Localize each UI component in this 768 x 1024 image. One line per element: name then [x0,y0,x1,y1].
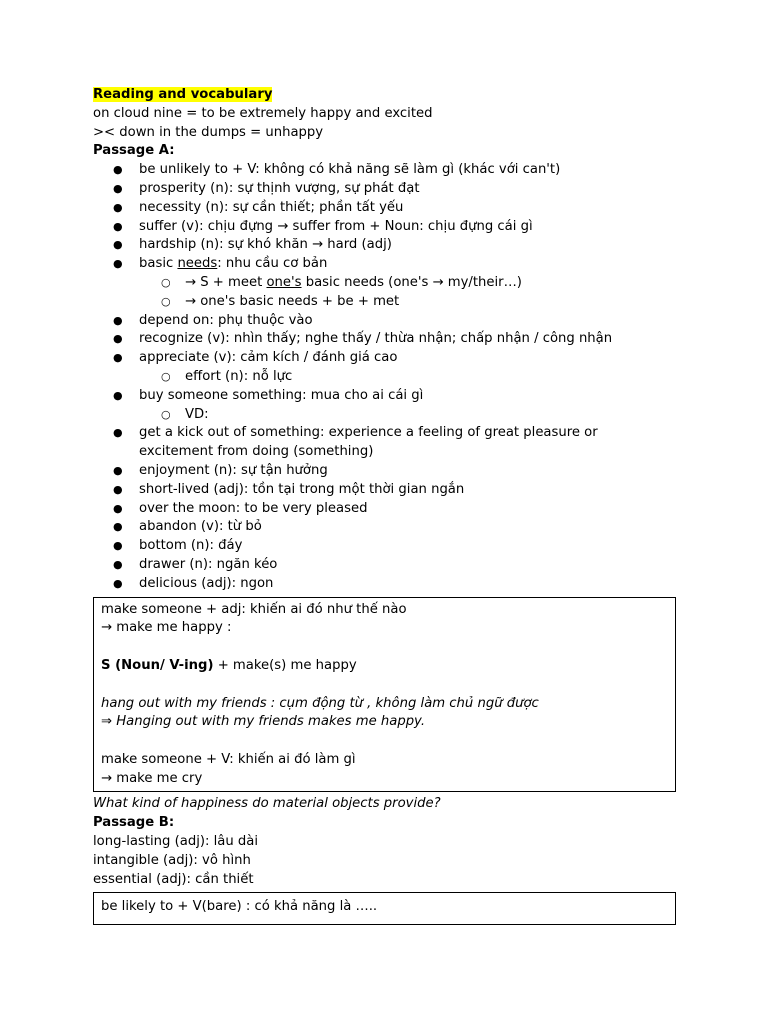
bullet-icon: ● [113,426,123,440]
sub-list-item: ○ → S + meet one's basic needs (one's → my/their…) [93,274,678,293]
note-line: → make me happy : [101,620,232,636]
bullet-icon: ● [113,200,123,214]
grammar-note-box [93,597,676,793]
bullet-icon: ● [113,351,123,365]
list-item: ● delicious (adj): ngon [93,575,678,594]
list-item-continuation: excitement from doing (something) [139,444,374,460]
note-line: hang out with my friends : cụm động từ , không làm chủ ngữ được [101,695,539,711]
circle-bullet-icon: ○ [161,294,171,308]
bullet-icon: ● [113,388,123,402]
note-line: ⇒ Hanging out with my friends makes me happy. [101,714,426,730]
intro-line: >< down in the dumps = unhappy [93,124,324,140]
list-item: ● appreciate (v): cảm kích / đánh giá cao [93,349,678,368]
bullet-icon: ● [113,482,123,496]
passage-b-title: Passage B: [93,815,175,831]
list-item: ● over the moon: to be very pleased [93,500,678,519]
list-item: ● suffer (v): chịu đựng → suffer from + Noun: chịu đựng cái gì [93,218,678,237]
sub-list-item: ○ effort (n): nỗ lực [93,368,678,387]
note-line: → make me cry [101,770,203,786]
bullet-icon: ● [113,557,123,571]
document-page [93,86,678,928]
note-line: make someone + adj: khiến ai đó như thế nào [101,601,407,617]
bullet-icon: ● [113,257,123,271]
note-line: be likely to + V(bare) : có khả năng là ….. [101,899,378,915]
passage-a-title: Passage A: [93,143,175,159]
list-item: ● short-lived (adj): tồn tại trong một thời gian ngắn [93,481,678,500]
vocab-line: essential (adj): cần thiết [93,871,254,887]
bullet-icon: ● [113,181,123,195]
list-item: ● basic needs: nhu cầu cơ bản [93,255,678,274]
list-item: ● depend on: phụ thuộc vào [93,312,678,331]
blank-line [101,676,668,695]
question-line: What kind of happiness do material objects provide? [93,796,441,812]
bullet-icon: ● [113,313,123,327]
circle-bullet-icon: ○ [161,369,171,383]
blank-line [101,732,668,751]
vocab-line: intangible (adj): vô hình [93,852,251,868]
sub-list-item: ○ → one's basic needs + be + met [93,293,678,312]
list-item: ● prosperity (n): sự thịnh vượng, sự phát đạt [93,180,678,199]
bullet-icon: ● [113,501,123,515]
bullet-icon: ● [113,332,123,346]
list-item: ● get a kick out of something: experience a feeling of great pleasure or [93,424,678,443]
bullet-icon: ● [113,539,123,553]
list-item: ● buy someone something: mua cho ai cái gì [93,387,678,406]
circle-bullet-icon: ○ [161,275,171,289]
list-item: ● bottom (n): đáy [93,537,678,556]
bullet-icon: ● [113,238,123,252]
blank-line [101,638,668,657]
section-heading: Reading and vocabulary [93,87,273,102]
list-item: ● be unlikely to + V: không có khả năng sẽ làm gì (khác với can't) [93,161,678,180]
list-item: ● abandon (v): từ bỏ [93,518,678,537]
intro-line: on cloud nine = to be extremely happy and excited [93,105,433,121]
circle-bullet-icon: ○ [161,407,171,421]
list-item: ● necessity (n): sự cần thiết; phần tất yếu [93,199,678,218]
bullet-icon: ● [113,576,123,590]
note-line: make someone + V: khiến ai đó làm gì [101,751,356,767]
list-item: ● enjoyment (n): sự tận hưởng [93,462,678,481]
bullet-icon: ● [113,163,123,177]
note-line: S (Noun/ V-ing) + make(s) me happy [101,657,357,673]
bullet-icon: ● [113,463,123,477]
list-item: ● hardship (n): sự khó khăn → hard (adj) [93,236,678,255]
bullet-icon: ● [113,219,123,233]
bullet-icon: ● [113,520,123,534]
likely-note-box [93,892,676,925]
list-item: ● recognize (v): nhìn thấy; nghe thấy / thừa nhận; chấp nhận / công nhận [93,330,678,349]
list-item: ● drawer (n): ngăn kéo [93,556,678,575]
sub-list-item: ○ VD: [93,406,678,425]
vocab-line: long-lasting (adj): lâu dài [93,834,259,850]
